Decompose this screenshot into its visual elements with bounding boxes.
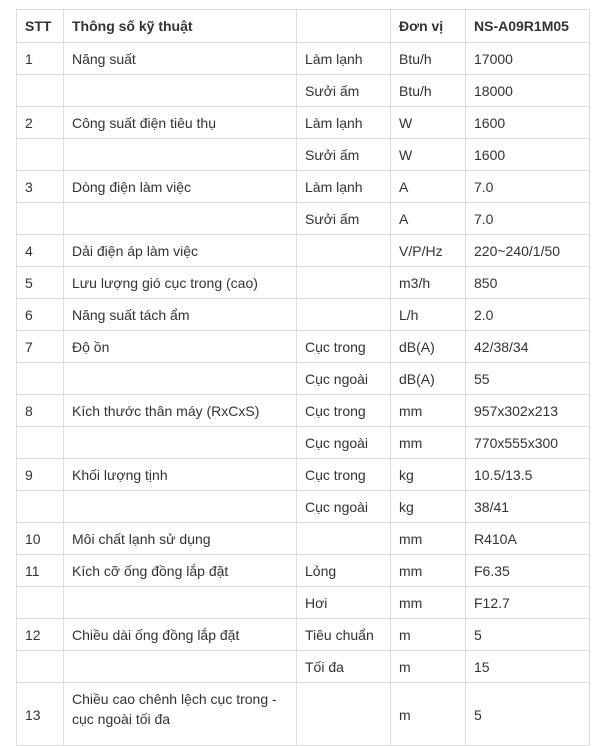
cell-unit: mm [391,427,466,459]
cell-sub: Cục trong [297,395,391,427]
cell-sub [297,523,391,555]
cell-spec: Kích thước thân máy (RxCxS) [64,395,297,427]
table-row [17,555,590,587]
cell-value: 10.5/13.5 [466,459,590,491]
cell-value: 850 [466,267,590,299]
table-row [17,651,590,683]
cell-value: F6.35 [466,555,590,587]
cell-unit: V/P/Hz [391,235,466,267]
cell-value: 18000 [466,75,590,107]
cell-value: F12.7 [466,587,590,619]
cell-sub: Cục trong [297,459,391,491]
table-row [17,139,590,171]
cell-sub: Tối đa [297,651,391,683]
cell-value: 770x555x300 [466,427,590,459]
cell-sub: Cục ngoài [297,491,391,523]
table-row [17,683,590,746]
cell-unit: Btu/h [391,75,466,107]
header-spec: Thông số kỹ thuật [64,10,297,43]
cell-spec: Chiều dài ống đồng lắp đặt [64,619,297,651]
cell-sub: Tiêu chuẩn [297,619,391,651]
cell-spec: Lưu lượng gió cục trong (cao) [64,267,297,299]
cell-stt: 1 [17,43,64,75]
table-row [17,171,590,203]
table-row [17,619,590,651]
table-row [17,43,590,75]
cell-value: 42/38/34 [466,331,590,363]
cell-stt: 5 [17,267,64,299]
cell-value: 220~240/1/50 [466,235,590,267]
table-row [17,75,590,107]
cell-unit: W [391,139,466,171]
cell-spec [64,139,297,171]
table-row [17,363,590,395]
cell-spec: Kích cỡ ống đồng lắp đặt [64,555,297,587]
cell-spec [64,651,297,683]
cell-value: 1600 [466,139,590,171]
table-row [17,395,590,427]
cell-unit: mm [391,587,466,619]
cell-stt: 9 [17,459,64,491]
cell-unit: kg [391,491,466,523]
cell-value: R410A [466,523,590,555]
cell-spec [64,75,297,107]
cell-stt: 6 [17,299,64,331]
cell-sub: Cục trong [297,331,391,363]
table-row [17,107,590,139]
cell-unit: dB(A) [391,331,466,363]
cell-unit: W [391,107,466,139]
cell-sub: Làm lạnh [297,43,391,75]
cell-unit: m [391,619,466,651]
cell-sub: Làm lạnh [297,107,391,139]
cell-sub: Cục ngoài [297,363,391,395]
cell-spec [64,363,297,395]
cell-sub: Sưởi ấm [297,139,391,171]
cell-stt: 13 [17,683,64,746]
cell-spec: Dòng điện làm việc [64,171,297,203]
cell-spec [64,427,297,459]
cell-stt: 12 [17,619,64,651]
cell-unit: mm [391,555,466,587]
cell-value: 1600 [466,107,590,139]
cell-value: 957x302x213 [466,395,590,427]
cell-unit: mm [391,523,466,555]
cell-value: 17000 [466,43,590,75]
cell-spec: Môi chất lạnh sử dụng [64,523,297,555]
cell-value: 7.0 [466,171,590,203]
table-row [17,523,590,555]
cell-sub: Hơi [297,587,391,619]
cell-spec: Dải điện áp làm việc [64,235,297,267]
header-model: NS-A09R1M05 [466,10,590,43]
cell-stt [17,363,64,395]
cell-sub [297,267,391,299]
header-sub [297,10,391,43]
table-row [17,427,590,459]
cell-unit: mm [391,395,466,427]
table-row [17,203,590,235]
cell-unit: m [391,651,466,683]
cell-value: 5 [466,683,590,746]
cell-unit: L/h [391,299,466,331]
cell-stt: 11 [17,555,64,587]
cell-unit: dB(A) [391,363,466,395]
header-row [17,10,590,43]
cell-stt [17,75,64,107]
table-row [17,459,590,491]
cell-spec [64,491,297,523]
cell-sub: Làm lạnh [297,171,391,203]
cell-stt: 2 [17,107,64,139]
cell-sub [297,683,391,746]
cell-value: 7.0 [466,203,590,235]
spec-table-body [17,43,590,746]
cell-unit: m [391,683,466,746]
cell-stt: 8 [17,395,64,427]
cell-unit: m3/h [391,267,466,299]
table-row [17,235,590,267]
table-row [17,331,590,363]
cell-unit: Btu/h [391,43,466,75]
table-row [17,587,590,619]
cell-spec [64,587,297,619]
cell-spec: Năng suất [64,43,297,75]
cell-spec: Độ ồn [64,331,297,363]
cell-sub: Sưởi ấm [297,75,391,107]
table-row [17,299,590,331]
cell-value: 15 [466,651,590,683]
cell-stt [17,587,64,619]
cell-unit: kg [391,459,466,491]
cell-value: 55 [466,363,590,395]
cell-spec: Năng suất tách ẩm [64,299,297,331]
cell-sub [297,299,391,331]
header-stt: STT [17,10,64,43]
cell-stt: 10 [17,523,64,555]
spec-table [16,9,590,746]
cell-sub: Sưởi ấm [297,203,391,235]
cell-spec: Chiều cao chênh lệch cục trong - cục ngoài tối đa [64,683,297,746]
cell-sub [297,235,391,267]
table-row [17,491,590,523]
cell-value: 38/41 [466,491,590,523]
cell-sub: Lỏng [297,555,391,587]
cell-spec: Công suất điện tiêu thụ [64,107,297,139]
cell-stt: 4 [17,235,64,267]
cell-stt [17,427,64,459]
cell-stt [17,139,64,171]
cell-stt [17,491,64,523]
cell-value: 5 [466,619,590,651]
cell-sub: Cục ngoài [297,427,391,459]
cell-unit: A [391,171,466,203]
cell-stt [17,651,64,683]
cell-stt: 7 [17,331,64,363]
cell-stt: 3 [17,171,64,203]
cell-stt [17,203,64,235]
table-row [17,267,590,299]
cell-value: 2.0 [466,299,590,331]
header-unit: Đơn vị [391,10,466,43]
cell-spec [64,203,297,235]
cell-unit: A [391,203,466,235]
cell-spec: Khối lượng tịnh [64,459,297,491]
